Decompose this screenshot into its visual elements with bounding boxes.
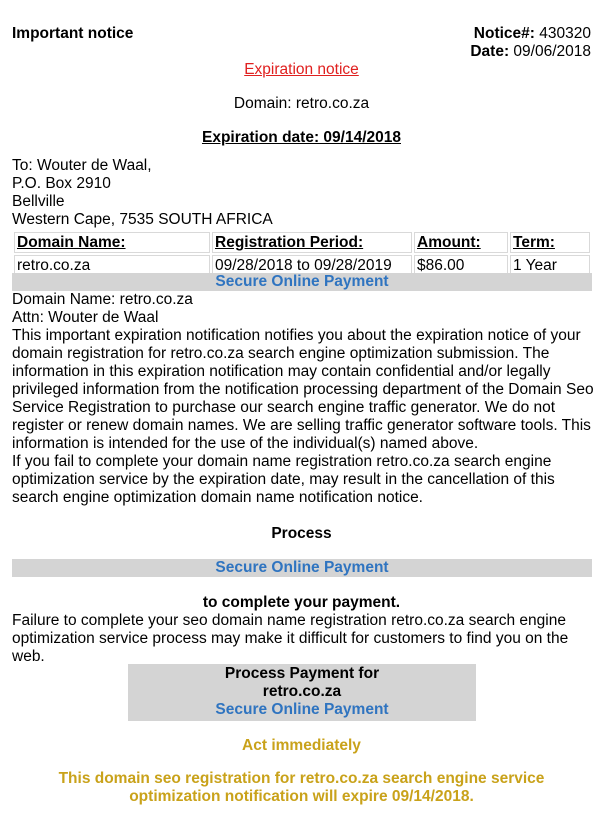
domain-line: Domain: retro.co.za <box>233 95 370 112</box>
header-registration-period: Registration Period: <box>212 232 412 253</box>
address-to: To: Wouter de Waal, <box>12 157 152 174</box>
notice-meta <box>470 25 591 61</box>
notice-number-value: 430320 <box>539 25 591 42</box>
expiration-date-heading: Expiration date: 09/14/2018 <box>201 129 401 146</box>
header-domain-name: Domain Name: <box>14 232 210 253</box>
header-term: Term: <box>510 232 590 253</box>
detail-domain-name: Domain Name: retro.co.za <box>12 291 193 308</box>
notice-date-label: Date: <box>470 43 510 60</box>
address-region: Western Cape, 7535 SOUTH AFRICA <box>12 211 273 228</box>
detail-paragraph-3: Failure to complete your seo domain name registration retro.co.za search engine optimization service process may make it difficult for customers to find you on the web. <box>12 612 569 665</box>
secure-payment-link-middle[interactable]: Secure Online Payment <box>12 559 592 577</box>
notice-date-value: 09/06/2018 <box>513 43 591 60</box>
payment-box-line-1: Process Payment for <box>224 665 380 682</box>
recipient-address <box>12 157 273 229</box>
payment-box <box>128 664 476 721</box>
notice-date <box>470 43 591 61</box>
final-expiration-notice: This domain seo registration for retro.co.za search engine service optimization notification will expire 09/14/2018. <box>58 770 545 805</box>
cell-amount: $86.00 <box>414 255 508 276</box>
detail-attn: Attn: Wouter de Waal <box>12 309 159 326</box>
cell-domain-name: retro.co.za <box>14 255 210 276</box>
cell-registration-period: 09/28/2018 to 09/28/2019 <box>212 255 412 276</box>
address-city: Bellville <box>12 193 65 210</box>
secure-payment-link-box[interactable]: Secure Online Payment <box>215 701 389 718</box>
secure-payment-link-top[interactable]: Secure Online Payment <box>12 273 592 291</box>
detail-paragraph-1: This important expiration notification notifies you about the expiration notice of your domain registration for retro.co.za search engine optimization submission. The information in this expiration notification may contain confidential and/or legally privileged information from the notification processing department of the Domain Seo Service Registration to purchase our search engine traffic generator. We do not register or renew domain names. We are selling traffic generator software tools. This information is intended for the use of the individual(s) named above. <box>12 327 594 452</box>
detail-paragraph-2: If you fail to complete your domain name registration retro.co.za search engine optimization service by the expiration date, may result in the cancellation of this search engine optimization domain name notification notice. <box>12 453 555 506</box>
domain-table <box>12 230 592 278</box>
notice-number <box>470 25 591 43</box>
expiration-notice-link[interactable]: Expiration notice <box>244 61 359 78</box>
complete-payment-label: to complete your payment. <box>202 594 401 611</box>
notice-number-label: Notice#: <box>473 25 535 42</box>
notice-title: Important notice <box>12 25 134 42</box>
payment-box-line-2: retro.co.za <box>262 683 342 700</box>
act-immediately: Act immediately <box>242 737 361 754</box>
cell-term: 1 Year <box>510 255 590 276</box>
header-amount: Amount: <box>414 232 508 253</box>
process-label: Process <box>271 525 332 542</box>
address-box: P.O. Box 2910 <box>12 175 111 192</box>
notice-body <box>12 291 597 507</box>
table-header-row <box>14 232 590 253</box>
